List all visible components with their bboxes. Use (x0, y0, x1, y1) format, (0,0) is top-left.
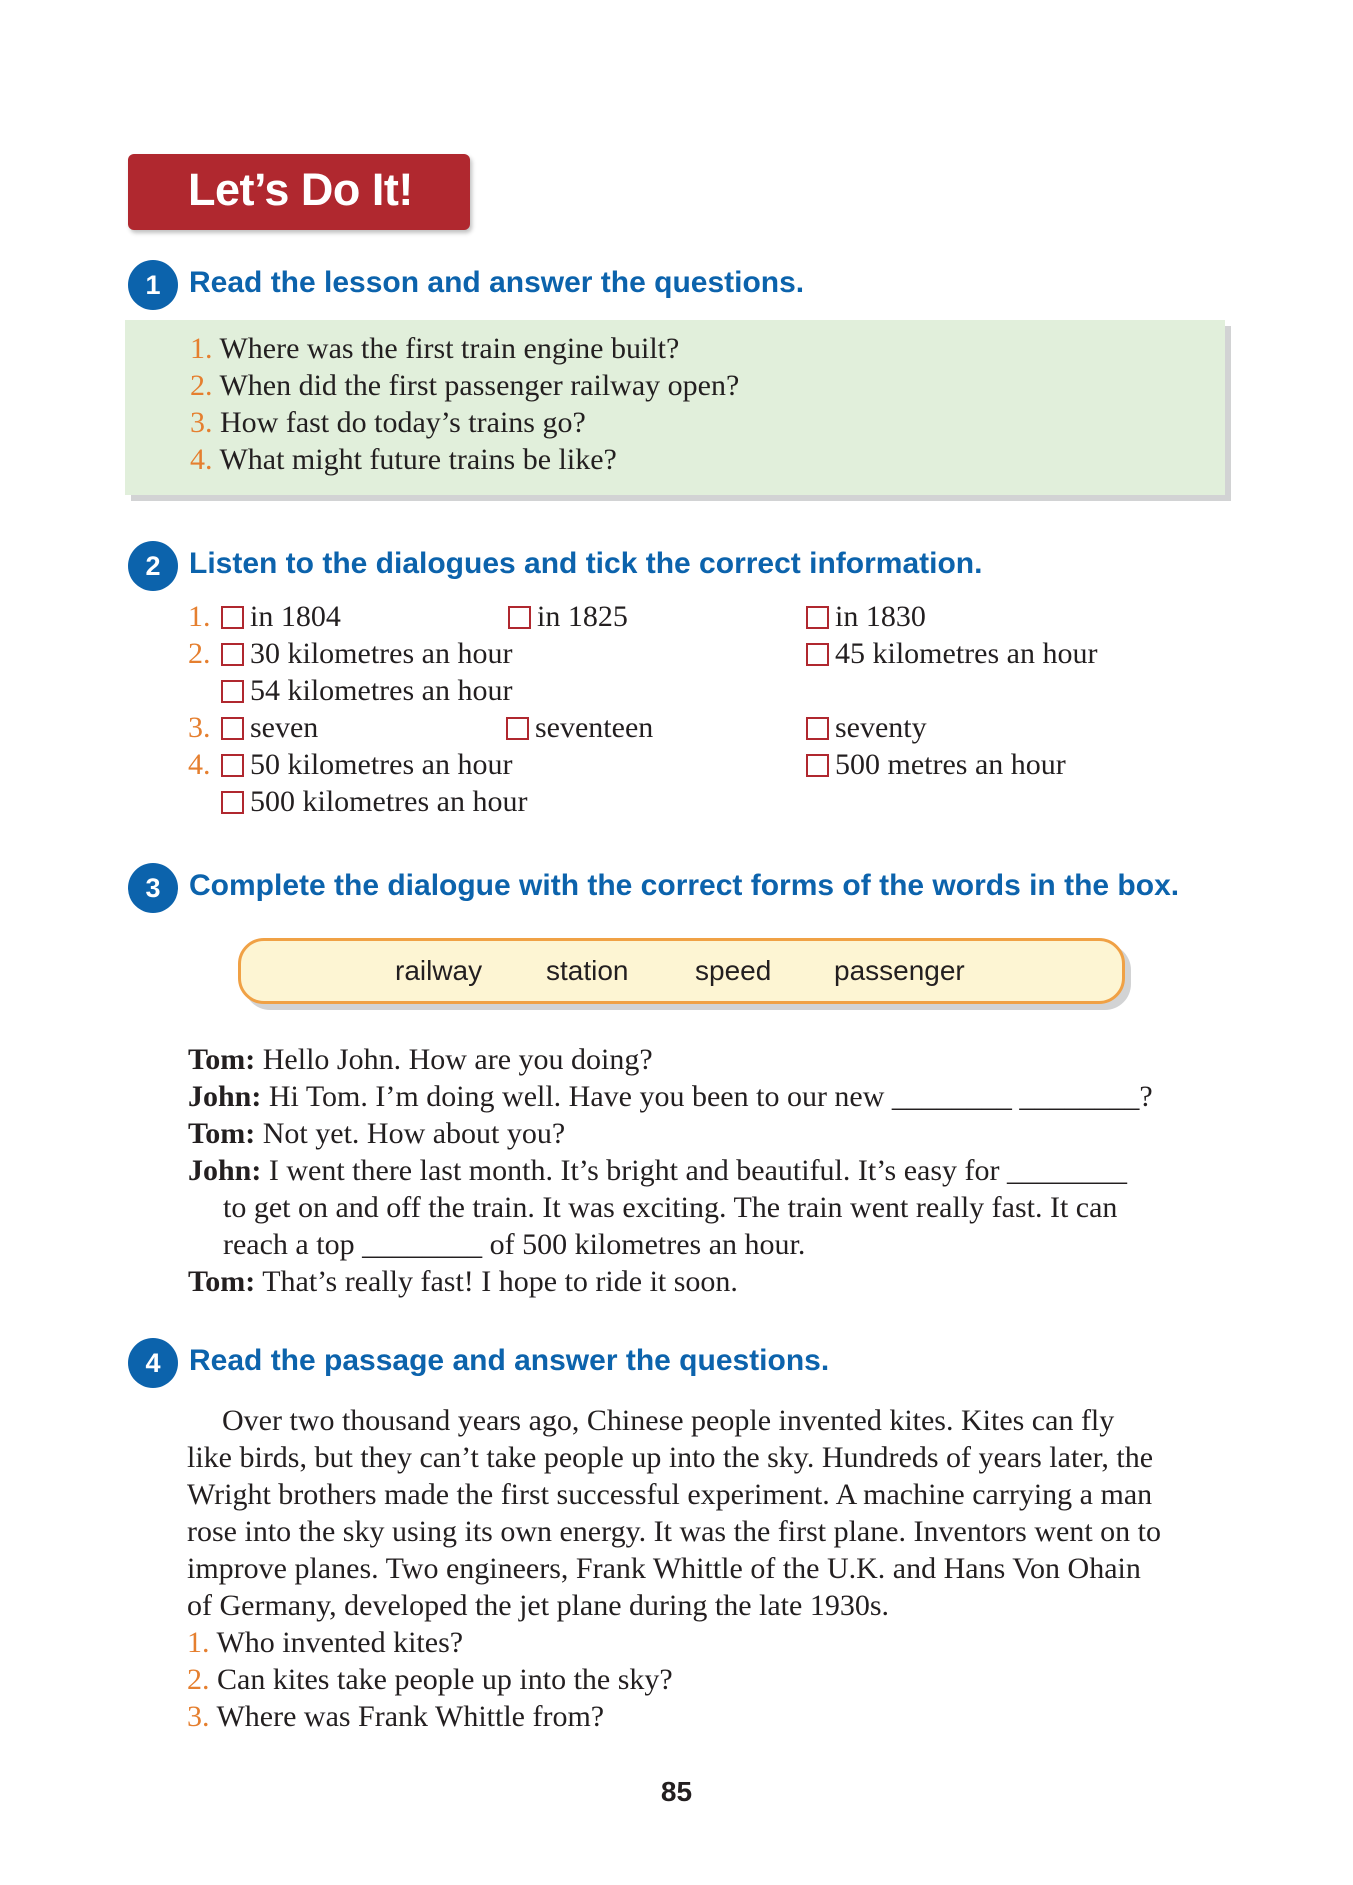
lets-do-it-banner (128, 154, 470, 230)
passage-line: Over two thousand years ago, Chinese people invented kites. Kites can fly (222, 1404, 1115, 1437)
question-item: 4. What might future trains be like? (190, 443, 617, 476)
item-number: 3. (188, 711, 211, 744)
tick-option[interactable]: seven (221, 709, 318, 746)
section-number-badge: 3 (128, 863, 178, 913)
tick-option[interactable]: 30 kilometres an hour (221, 635, 512, 672)
section-title: Read the lesson and answer the questions. (189, 266, 805, 299)
banner-title: Let’s Do It! (188, 164, 413, 215)
question-item: 2. When did the first passenger railway open? (190, 369, 740, 402)
tick-option[interactable]: in 1804 (221, 598, 341, 635)
question-item: 3. Where was Frank Whittle from? (187, 1700, 605, 1733)
page-number: 85 (660, 1776, 693, 1807)
tick-option[interactable]: in 1830 (806, 598, 926, 635)
section-title: Complete the dialogue with the correct forms of the words in the box. (189, 869, 1180, 902)
dialogue-line: John: I went there last month. It’s bright and beautiful. It’s easy for ________ (188, 1154, 1128, 1187)
passage-line: improve planes. Two engineers, Frank Whittle of the U.K. and Hans Von Ohain (187, 1552, 1141, 1585)
question-item: 1. Where was the first train engine built? (190, 332, 680, 365)
item-number: 4. (188, 748, 211, 781)
dialogue-line: Tom: Not yet. How about you? (188, 1117, 566, 1150)
checkbox[interactable] (221, 791, 244, 814)
section-number-badge: 2 (128, 541, 178, 591)
tick-option[interactable]: seventeen (506, 709, 653, 746)
section-title: Listen to the dialogues and tick the correct information. (189, 547, 983, 580)
question-item: 3. How fast do today’s trains go? (190, 406, 586, 439)
item-number: 1. (188, 600, 211, 633)
word-item: railway (395, 955, 483, 986)
dialogue-line: reach a top ________ of 500 kilometres an hour. (223, 1228, 806, 1261)
checkbox[interactable] (221, 754, 244, 777)
checkbox[interactable] (806, 643, 829, 666)
passage-line: of Germany, developed the jet plane during the late 1930s. (187, 1589, 889, 1622)
questions-box (125, 320, 1225, 495)
dialogue-line: to get on and off the train. It was exciting. The train went really fast. It can (223, 1191, 1118, 1224)
dialogue-line: Tom: Hello John. How are you doing? (188, 1043, 653, 1076)
checkbox[interactable] (506, 717, 529, 740)
word-item: speed (695, 955, 772, 986)
passage-line: like birds, but they can’t take people up into the sky. Hundreds of years later, the (187, 1441, 1154, 1474)
word-box (238, 938, 1125, 1004)
checkbox[interactable] (806, 717, 829, 740)
checkbox[interactable] (806, 606, 829, 629)
tick-option[interactable]: in 1825 (508, 598, 628, 635)
item-number: 2. (188, 637, 211, 670)
section-number-badge: 4 (128, 1338, 178, 1388)
question-item: 2. Can kites take people up into the sky? (187, 1663, 673, 1696)
word-item: station (546, 955, 629, 986)
checkbox[interactable] (221, 606, 244, 629)
section-number-badge: 1 (128, 260, 178, 310)
checkbox[interactable] (221, 717, 244, 740)
dialogue-line: John: Hi Tom. I’m doing well. Have you been to our new ________ ________? (188, 1080, 1153, 1113)
tick-option[interactable]: seventy (806, 709, 927, 746)
section-title: Read the passage and answer the questions. (189, 1344, 830, 1377)
tick-option[interactable]: 45 kilometres an hour (806, 635, 1097, 672)
checkbox[interactable] (221, 643, 244, 666)
tick-option[interactable]: 500 metres an hour (806, 746, 1066, 783)
passage-line: rose into the sky using its own energy. It was the first plane. Inventors went on to (187, 1515, 1162, 1548)
tick-option[interactable]: 54 kilometres an hour (221, 672, 512, 709)
word-item: passenger (834, 955, 965, 986)
dialogue-line: Tom: That’s really fast! I hope to ride it soon. (188, 1265, 738, 1298)
question-item: 1. Who invented kites? (187, 1626, 464, 1659)
checkbox[interactable] (508, 606, 531, 629)
tick-option[interactable]: 50 kilometres an hour (221, 746, 512, 783)
tick-option[interactable]: 500 kilometres an hour (221, 783, 527, 820)
checkbox[interactable] (221, 680, 244, 703)
checkbox[interactable] (806, 754, 829, 777)
passage-line: Wright brothers made the first successful experiment. A machine carrying a man (187, 1478, 1153, 1511)
